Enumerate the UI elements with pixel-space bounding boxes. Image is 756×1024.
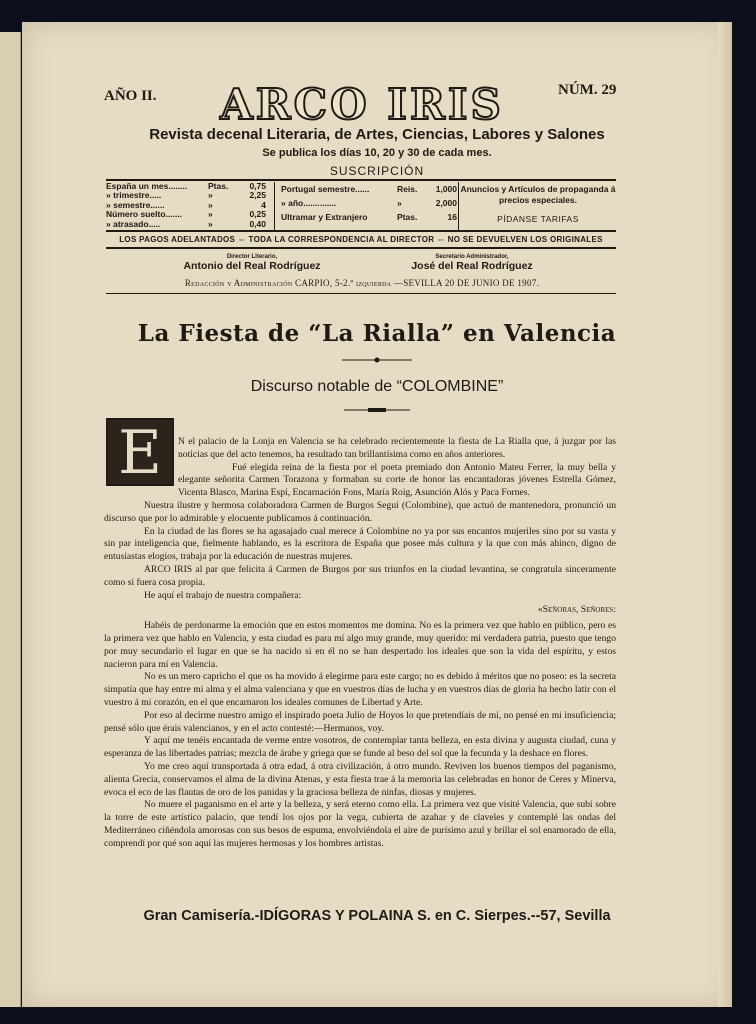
paragraph: Yo me creo aquí transportada á otra edad, á otra civilización, á otro mundo. Reviven los buenos tiempos del paganismo, alienta Grecia, conservamos el alma de la divina Atenas, y esta fiesta trae á la memoria las celebradas en honor de Ceres y Minerva, evoca el eco de las flautas de oro de los panidas y la graciosa belleza de ninfas, diosas y mujeres. (104, 760, 616, 798)
masthead-title: ARCO IRIS (220, 80, 504, 129)
ads-cta: PÍDANSE TARIFAS (497, 214, 579, 224)
price-row: Número suelto....... » 0,25 (106, 209, 266, 220)
paragraph: Fué elegida reina de la fiesta por el poeta premiado don Antonio Mateu Ferrer, la muy bella y elegante señorita Carmen Torazona y formaban su corte de honor las encantadoras jóvenes Estrella Gómez, Vicenta Blasco, Marina Espí, Encarnación Fons, María Roig, Asunción Alós y Paca Fornes. (178, 461, 616, 499)
price-row: » trimestre..... » 2,25 (106, 190, 266, 201)
subscription-label: SUSCRIPCIÓN (329, 164, 425, 178)
secretary-block (392, 254, 552, 272)
payment-notice: LOS PAGOS ADELANTADOS ⇔ TODA LA CORRESPONDENCIA AL DIRECTOR ⇔ NO SE DEVUELVEN LOS ORIGINALES (119, 235, 603, 244)
foreign-prices (274, 182, 457, 230)
paragraph: No muere el paganismo en el arte y la belleza, y será eterno como ella. La primera vez que visité Valencia, que subí sobre la torre de este artístico palacio, que tendí los ojos por la vega, cubierta de azahar y de claveles y contemplé las ondas del Mediterráneo ciñéndola amorosas con sus besos de espuma, envolviéndola el aire de purísimo azul y brillar el sol enamorado de ella, comprendí por qué son aquí las mujeres hermosas y los hombres artistas. (104, 799, 616, 849)
secretary-name: José del Real Rodríguez (411, 260, 533, 272)
paragraph: No es un mero capricho el que os ha movido á elegirme para este cargo; no es debido á méritos que no poseo: es la secreta simpatía que hay entre mi alma y el alma valenciana y que en vuestros días de lucha y en vuestros días de gloria ha hecho latir con el vuestro á mi corazón, en el que encarnaron los ideales comunes de Libertad y Arte. (104, 671, 616, 708)
masthead-subtitle: Revista decenal Literaria, de Artes, Ciencias, Labores y Salones (149, 126, 605, 143)
paragraph: Nuestra ilustre y hermosa colaboradora Carmen de Burgos Seguí (Colombine), que actuó de mantenedora, pronunció un discurso que por lo admirable y elocuente publicamos á continuación. (104, 499, 616, 524)
ornament (344, 407, 410, 413)
price-table (106, 182, 616, 228)
adjacent-page-edge (0, 32, 21, 1007)
price-row: » año.............. » 2,000 (281, 198, 457, 208)
divider (106, 247, 616, 249)
paragraph: Y aquí me tenéis encantada de verme entre vosotros, de contemplar tanta belleza, en esta divina y augusta ciudad, cuna y esperanza de las libertades patrias; mezcla de árabe y griega que se funde al beso del sol que la fecunda y la deshace en flores. (104, 735, 616, 760)
issue-year: AÑO II. (104, 88, 157, 104)
price-row: España un mes........ Ptas. 0,75 (106, 181, 266, 191)
divider (106, 293, 616, 294)
spain-prices (106, 182, 266, 230)
director-label: Director Literario, (226, 254, 278, 260)
paragraph: Habéis de perdonarme la emoción que en estos momentos me domina. No es la primera vez que hablo en público, pero es la primera vez que hablo en Valencia, y esta ciudad es para mí algo muy grande, muy querido: mi verdadera patria, puesto que tengo por muy secundario el lugar en que se ha nacido si en él no se han despertado los ideales que son la vida del espíritu, y estos nacieron para mí en Valencia. (104, 620, 616, 670)
price-row: Ultramar y Extranjero Ptas. 16 (281, 212, 457, 222)
issue-number: NÚM. 29 (558, 82, 617, 98)
director-name: Antonio del Real Rodríguez (183, 260, 321, 272)
newspaper-page (22, 22, 732, 1007)
footer-advert: Gran Camisería.-IDÍGORAS Y POLAINA S. en C. Sierpes.--57, Sevilla (143, 908, 611, 924)
divider (106, 230, 616, 232)
price-row: Portugal semestre...... Reis. 1,000 (281, 184, 457, 194)
article-headline: La Fiesta de “La Rialla” en Valencia (137, 320, 617, 347)
page-edge-shadow (718, 22, 732, 1007)
ads-box (458, 182, 617, 230)
drop-cap: E (106, 418, 174, 486)
director-block (172, 254, 332, 272)
article-body (104, 436, 616, 851)
paragraph: Por eso al decirme nuestro amigo el inspirado poeta Julio de Hoyos lo que pretendíais de mí, no pensé en mi insuficiencia; pensé sólo que érais valencianos, y en el acto contesté:—Hermanos, voy. (104, 709, 616, 734)
secretary-label: Secretario Administrador, (435, 254, 509, 260)
ads-text: Anuncios y Artículos de propaganda á precios especiales. (460, 184, 616, 205)
paragraph: En la ciudad de las flores se ha agasajado cual merece á Colombine no ya por sus encantos mujeriles sino por su vasta y sin par inteligencia que, fielmente hablando, es la escritora de España que posee más cultura y la que con más ahinco, digno de entusiastas elogios, trabaja por la educación de nuestras mujeres. (104, 525, 616, 563)
publication-schedule: Se publica los días 10, 20 y 30 de cada mes. (262, 147, 492, 159)
ornament (342, 357, 412, 363)
salutation: «Señoras, Señores: (537, 604, 616, 616)
article-subhead: Discurso notable de “COLOMBINE” (250, 378, 504, 395)
paragraph: ARCO IRIS al par que felicita á Carmen de Burgos por sus triunfos en la ciudad levantina, se congratula sinceramente como si fuera cosa propia. (104, 563, 616, 588)
price-row: » atrasado..... » 0,40 (106, 218, 266, 229)
paragraph: N el palacio de la Lonja en Valencia se ha celebrado recientemente la fiesta de La Rialla que, á juzgar por las noticias que del acto tenemos, ha resultado tan brillantísima como en años anteriores. (178, 436, 616, 460)
address-line: Redacción y Administración CARPIO, 5-2.º izquierda —SEVILLA 20 DE JUNIO DE 1907. (184, 278, 540, 288)
paragraph: He aquí el trabajo de nuestra compañera: (144, 589, 302, 601)
price-row: » semestre...... » 4 (106, 199, 266, 210)
